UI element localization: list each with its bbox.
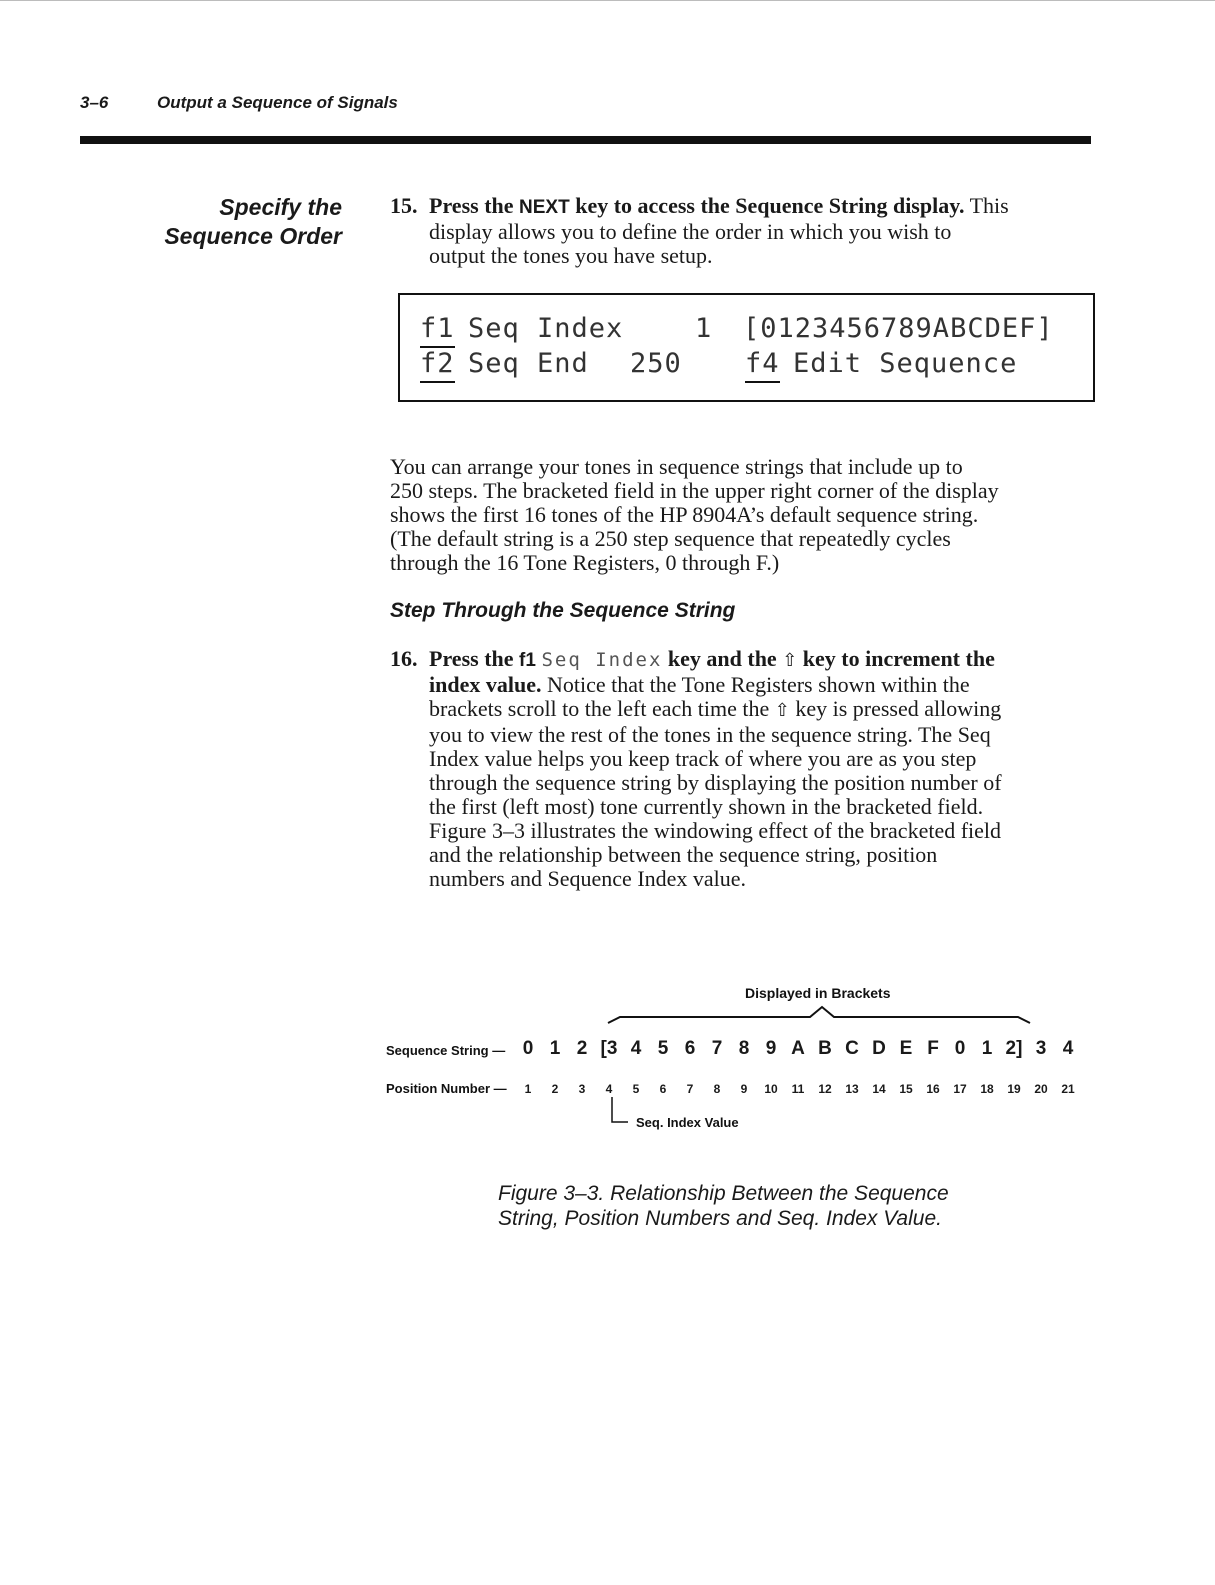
up-arrow-key-icon: ⇧ (782, 650, 798, 671)
figure-caption (498, 1181, 949, 1231)
paragraph-line: 250 steps. The bracketed field in the upper right corner of the display (390, 478, 999, 503)
displayed-in-brackets-label: Displayed in Brackets (745, 985, 891, 1001)
side-heading-line: Specify the (219, 194, 342, 220)
lead-text: key to access the Sequence String display. (569, 193, 965, 218)
position-number: 8 (713, 1082, 721, 1096)
lead-text: key and the (662, 646, 783, 671)
f1-key-label: f1 (519, 650, 536, 671)
body-text: Notice that the Tone Registers shown within the (541, 672, 970, 697)
position-number: 5 (632, 1082, 640, 1096)
step-line: Index value helps you keep track of where you are as you step (429, 746, 977, 771)
position-number: 14 (872, 1082, 886, 1096)
seq-end-label: Seq End (468, 348, 589, 379)
step-line: and the relationship between the sequence string, position (429, 842, 938, 867)
sequence-char: 4 (1062, 1038, 1074, 1059)
sequence-char: 7 (711, 1038, 723, 1059)
body-text: key is pressed allowing (789, 696, 1002, 721)
sequence-char: 1 (549, 1038, 561, 1059)
sequence-char: 5 (657, 1038, 669, 1059)
step-line: display allows you to define the order in which you wish to (429, 219, 952, 244)
seq-index-value: 1 (695, 313, 713, 344)
f4-softkey-label: f4 (745, 348, 780, 383)
position-number: 15 (899, 1082, 913, 1096)
paragraph-line: You can arrange your tones in sequence strings that include up to (390, 454, 963, 479)
lead-text: Press the (429, 646, 520, 671)
paragraph-line: through the 16 Tone Registers, 0 through F.) (390, 550, 780, 575)
subheading: Step Through the Sequence String (390, 599, 736, 622)
f1-softkey-label: f1 (420, 313, 455, 348)
step-line: numbers and Sequence Index value. (429, 866, 747, 891)
sequence-char: E (899, 1038, 913, 1059)
step-line: the first (left most) tone currently shown in the bracketed field. (429, 794, 984, 819)
position-number: 19 (1007, 1082, 1021, 1096)
position-number: 6 (659, 1082, 667, 1096)
position-number: 12 (818, 1082, 832, 1096)
running-title: Output a Sequence of Signals (157, 93, 398, 112)
step-line: output the tones you have setup. (429, 243, 713, 268)
position-number: 4 (605, 1082, 613, 1096)
sequence-char: 4 (630, 1038, 642, 1059)
position-number: 16 (926, 1082, 940, 1096)
sequence-char: [3 (600, 1038, 618, 1059)
position-number: 2 (551, 1082, 559, 1096)
sequence-char: 9 (765, 1038, 777, 1059)
sequence-char: 2] (1005, 1038, 1023, 1059)
position-number: 11 (791, 1082, 805, 1096)
position-number: 21 (1061, 1082, 1075, 1096)
sequence-string-label: Sequence String — (386, 1043, 506, 1058)
sequence-char: 0 (954, 1038, 966, 1059)
sequence-char: 6 (684, 1038, 696, 1059)
position-number: 7 (686, 1082, 694, 1096)
f2-softkey-label: f2 (420, 348, 455, 383)
position-number: 3 (578, 1082, 586, 1096)
sequence-char: 3 (1035, 1038, 1047, 1059)
step-number: 16. (390, 646, 418, 671)
up-arrow-key-icon: ⇧ (774, 700, 790, 721)
body-text: brackets scroll to the left each time the (429, 696, 775, 721)
sequence-char: D (872, 1038, 886, 1059)
sequence-char: 8 (738, 1038, 750, 1059)
seq-index-label: Seq Index (468, 313, 624, 344)
side-heading-line: Sequence Order (164, 223, 342, 249)
position-number: 13 (845, 1082, 859, 1096)
sequence-char: C (845, 1038, 859, 1059)
edit-sequence-label: Edit Sequence (793, 348, 1018, 379)
next-key-label: NEXT (519, 197, 570, 218)
caption-line: Figure 3–3. Relationship Between the Sequence (498, 1182, 949, 1205)
step-line: through the sequence string by displaying the position number of (429, 770, 1002, 795)
position-number: 1 (524, 1082, 532, 1096)
seq-index-pointer (612, 1097, 628, 1122)
seq-index-value-label: Seq. Index Value (636, 1115, 739, 1130)
bracket-window-path (608, 1007, 1030, 1023)
sequence-char: A (791, 1038, 805, 1059)
paragraph-line: (The default string is a 250 step sequence that repeatedly cycles (390, 526, 951, 551)
position-number: 10 (764, 1082, 778, 1096)
seq-end-value: 250 (630, 348, 682, 379)
position-number: 20 (1034, 1082, 1048, 1096)
step-line: Figure 3–3 illustrates the windowing effect of the bracketed field (429, 818, 1002, 843)
sequence-char: 0 (522, 1038, 534, 1059)
seq-index-lcd-text: Seq Index (541, 649, 663, 671)
caption-line: String, Position Numbers and Seq. Index Value. (498, 1207, 942, 1230)
paragraph-line: shows the first 16 tones of the HP 8904A’s default sequence string. (390, 502, 979, 527)
sequence-char: 1 (981, 1038, 993, 1059)
position-number: 17 (953, 1082, 967, 1096)
sequence-char: B (818, 1038, 832, 1059)
page-number: 3–6 (80, 93, 109, 112)
bracketed-field: [0123456789ABCDEF] (743, 313, 1054, 344)
lead-text: Press the (429, 193, 520, 218)
step-line: you to view the rest of the tones in the sequence string. The Seq (429, 722, 991, 747)
position-number: 9 (740, 1082, 748, 1096)
position-number-label: Position Number — (386, 1081, 507, 1096)
sequence-char: F (927, 1038, 939, 1059)
lead-text: key to increment the (797, 646, 995, 671)
body-text: This (964, 193, 1009, 218)
sequence-char: 2 (576, 1038, 588, 1059)
step-number: 15. (390, 193, 418, 218)
step-lead: index value. (429, 672, 542, 697)
position-number: 18 (980, 1082, 994, 1096)
